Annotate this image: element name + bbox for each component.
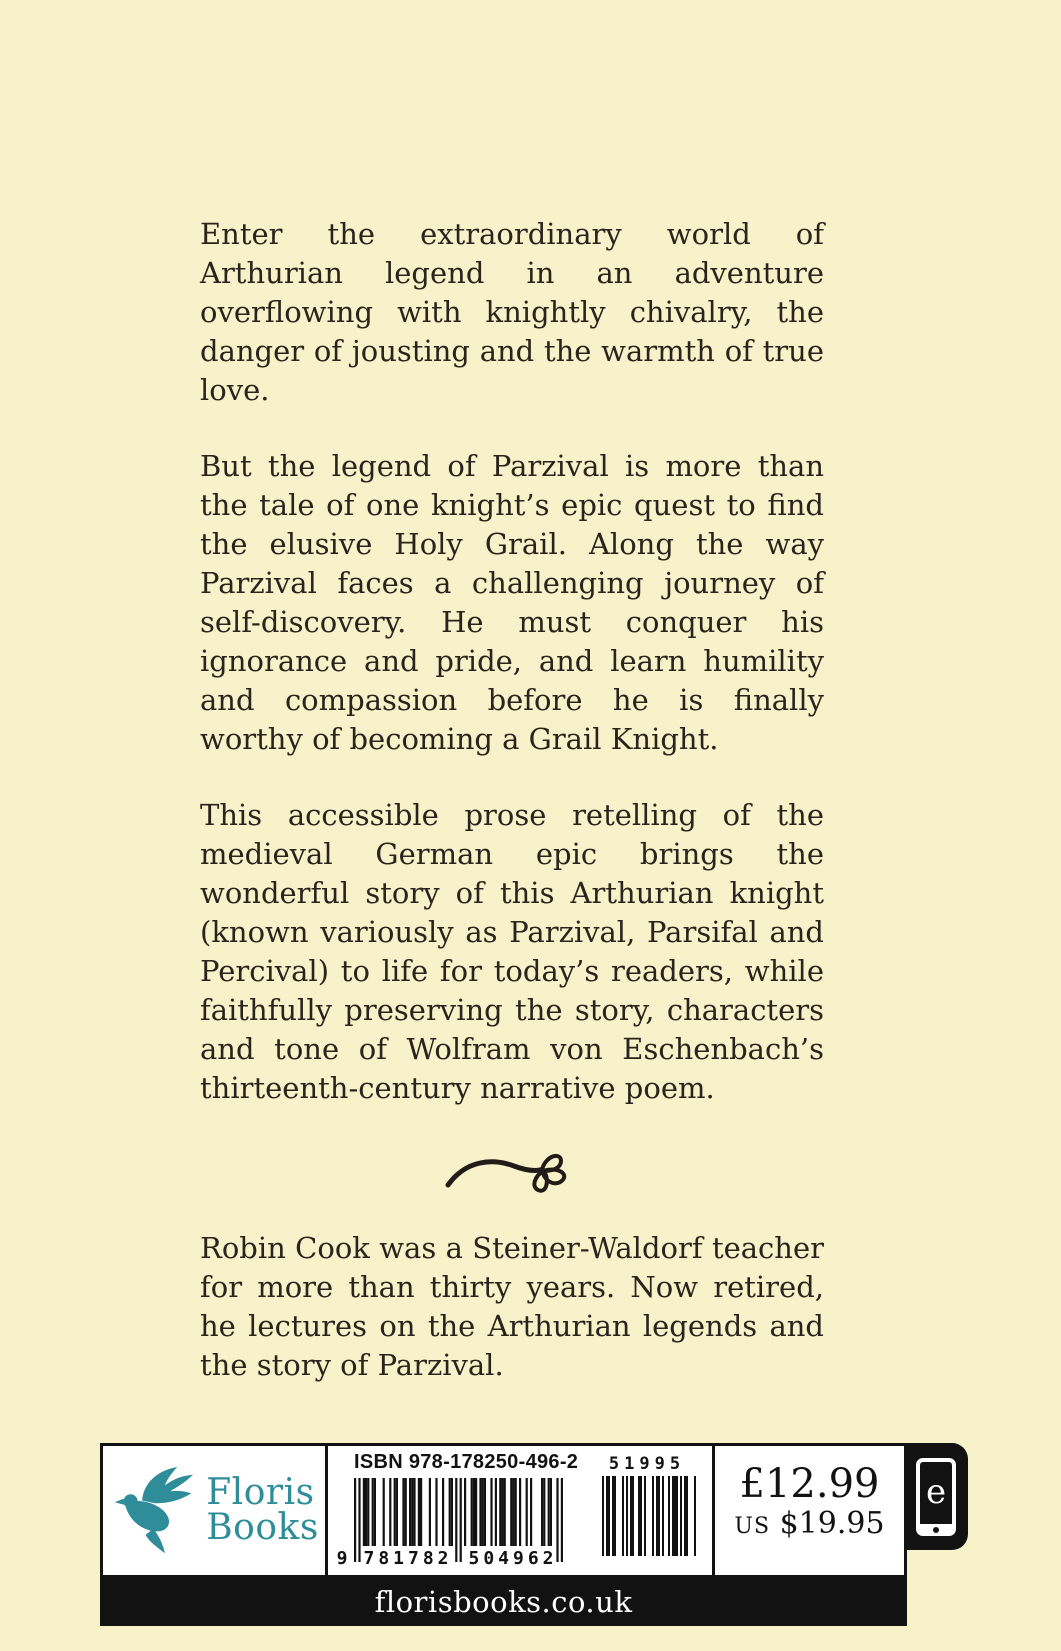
blurb-paragraph: Enter the extraordinary world of Arthurian legend in an adventure overflowing with knightly chivalry, the danger of jousting and the warmth of true love. <box>200 217 824 407</box>
flourish-icon <box>442 1145 582 1199</box>
ean13-barcode <box>336 1478 563 1570</box>
ebook-badge <box>904 1443 968 1550</box>
blurb-text-block <box>200 215 824 1422</box>
supplement-digits: 51995 <box>608 1454 686 1474</box>
blurb-paragraph: This accessible prose retelling of the medieval German epic brings the wonderful story of this Arthurian knight (known variously as Parzival, Parsifal and Percival) to life for today’s readers, while faithfully preserving the story, characters and tone of Wolfram von Eschenbach’s thirteenth-century narrative poem. <box>200 798 824 1105</box>
isbn-section <box>328 1446 715 1575</box>
publisher-name-line2: Books <box>206 1506 319 1548</box>
publisher-footer <box>100 1443 907 1578</box>
author-bio: Robin Cook was a Steiner-Waldorf teacher for more than thirty years. Now retired, he lectures on the Arthurian legends and the story of Parzival. <box>200 1231 824 1382</box>
price-gbp: £12.99 <box>739 1461 880 1507</box>
e-reader-icon <box>916 1458 956 1536</box>
price-section <box>715 1446 904 1575</box>
barcode-digits-left: 781782 <box>363 1548 453 1569</box>
price-supplement-barcode <box>600 1454 694 1556</box>
ean5-barcode-svg <box>600 1476 696 1556</box>
publisher-name <box>206 1472 319 1548</box>
price-us-amount: $19.95 <box>779 1506 885 1541</box>
isbn-label: ISBN 978-178250-496-2 <box>354 1451 579 1473</box>
website-bar <box>100 1578 907 1626</box>
home-button-dot <box>933 1527 939 1533</box>
ebook-letter: e <box>925 1471 947 1512</box>
publisher-name-line1: Floris <box>206 1472 315 1514</box>
barcode-digits-right: 504962 <box>468 1548 558 1569</box>
section-divider <box>437 1145 587 1203</box>
price-us <box>734 1506 884 1542</box>
publisher-logo-cell <box>103 1446 328 1575</box>
blurb-paragraph: But the legend of Parzival is more than the tale of one knight’s epic quest to find the elusive Holy Grail. Along the way Parzival faces a challenging journey of self-discovery. He must conquer his ignorance and pride, and learn humility and compassion before he is finally worthy of becoming a Grail Knight. <box>200 449 824 756</box>
dove-icon <box>113 1463 201 1559</box>
price-us-prefix: US <box>734 1514 771 1539</box>
website-url: florisbooks.co.uk <box>374 1585 633 1619</box>
barcode-digit-first: 9 <box>336 1548 348 1569</box>
